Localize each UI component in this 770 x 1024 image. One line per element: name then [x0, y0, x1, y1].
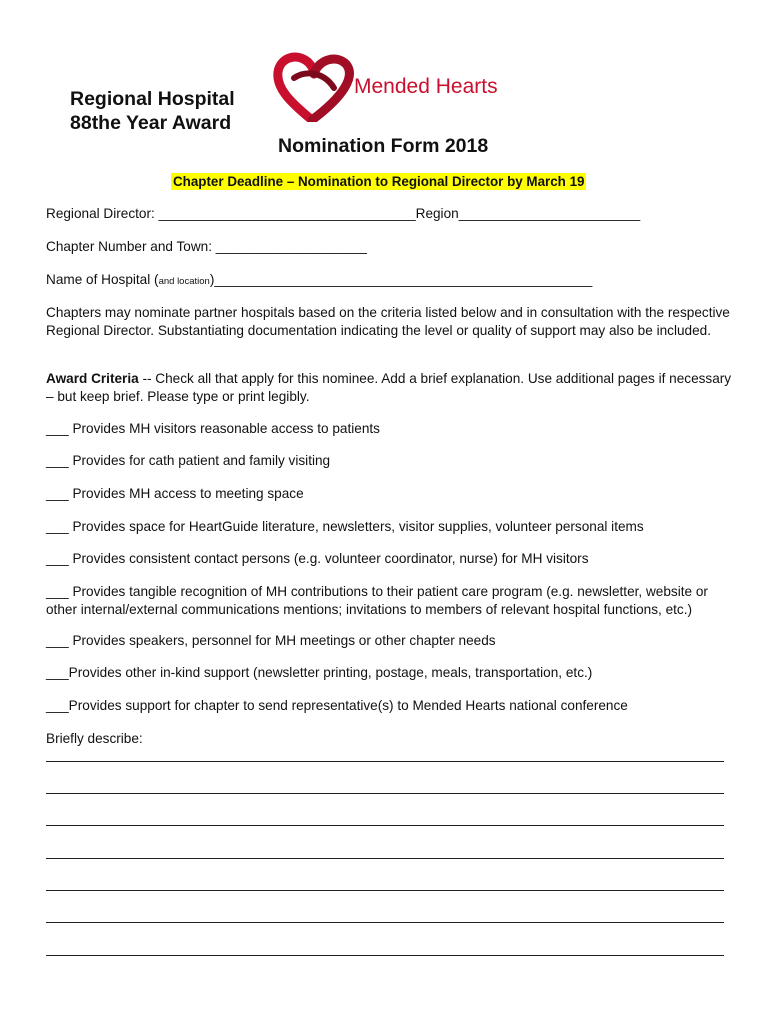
chapter-blank[interactable]: ____________________	[215, 239, 367, 254]
description-line[interactable]	[46, 825, 724, 826]
hospital-field[interactable]	[46, 272, 592, 287]
chapter-label: Chapter Number and Town:	[46, 239, 216, 254]
mended-hearts-logo	[272, 50, 502, 122]
criteria-instructions	[46, 370, 736, 405]
describe-label: Briefly describe:	[46, 731, 143, 746]
criteria-item[interactable]: ___ Provides speakers, personnel for MH meetings or other chapter needs	[46, 633, 496, 648]
criteria-item[interactable]: ___ Provides tangible recognition of MH contributions to their patient care program (e.g. newsletter, website or other internal/external communications mentions; invitations to members of relevant hospital functions, etc.)	[46, 584, 712, 617]
form-title: Nomination Form 2018	[278, 135, 489, 157]
award-title-line1: Regional Hospital	[70, 88, 235, 110]
hospital-blank[interactable]: __________________________________________________	[214, 272, 593, 287]
criteria-item[interactable]: ___ Provides consistent contact persons (e.g. volunteer coordinator, nurse) for MH visitors	[46, 551, 589, 566]
award-title-line2: 88the Year Award	[70, 112, 232, 134]
intro-paragraph: Chapters may nominate partner hospitals based on the criteria listed below and in consultation with the respective Regional Director. Substantiating documentation indicating the level or quality of support may also be included.	[46, 305, 730, 338]
description-line[interactable]	[46, 955, 724, 956]
heart-logo-icon	[272, 50, 502, 122]
criteria-item[interactable]: ___ Provides MH access to meeting space	[46, 486, 304, 501]
regional-director-label: Regional Director:	[46, 206, 159, 221]
criteria-item[interactable]: ___ Provides MH visitors reasonable access to patients	[46, 421, 380, 436]
description-line[interactable]	[46, 793, 724, 794]
chapter-field[interactable]	[46, 239, 367, 254]
description-line[interactable]	[46, 858, 724, 859]
description-line[interactable]	[46, 922, 724, 923]
region-blank[interactable]: ________________________	[458, 206, 641, 221]
deadline-notice: Chapter Deadline – Nomination to Regional Director by March 19	[173, 174, 585, 189]
criteria-item[interactable]: ___Provides support for chapter to send representative(s) to Mended Hearts national conference	[46, 698, 628, 713]
description-line[interactable]	[46, 890, 724, 891]
criteria-heading: Award Criteria	[46, 371, 139, 386]
regional-director-blank[interactable]: __________________________________	[158, 206, 416, 221]
description-line[interactable]	[46, 761, 724, 762]
hospital-label-close: )	[209, 272, 215, 287]
regional-director-field[interactable]	[46, 206, 640, 221]
criteria-item[interactable]: ___ Provides space for HeartGuide literature, newsletters, visitor supplies, volunteer personal items	[46, 519, 644, 534]
criteria-item[interactable]: ___ Provides for cath patient and family visiting	[46, 453, 331, 468]
criteria-item[interactable]: ___Provides other in-kind support (newsletter printing, postage, meals, transportation, etc.)	[46, 665, 593, 680]
region-label: Region	[415, 206, 459, 221]
award-title	[70, 87, 235, 135]
hospital-location-note: and location	[158, 276, 210, 287]
logo-text: Mended Hearts	[354, 75, 498, 98]
hospital-label: Name of Hospital (	[46, 272, 159, 287]
criteria-instructions-text: -- Check all that apply for this nominee. Add a brief explanation. Use additional pages if necessary – but keep brief. Please type or print legibly.	[46, 371, 732, 404]
